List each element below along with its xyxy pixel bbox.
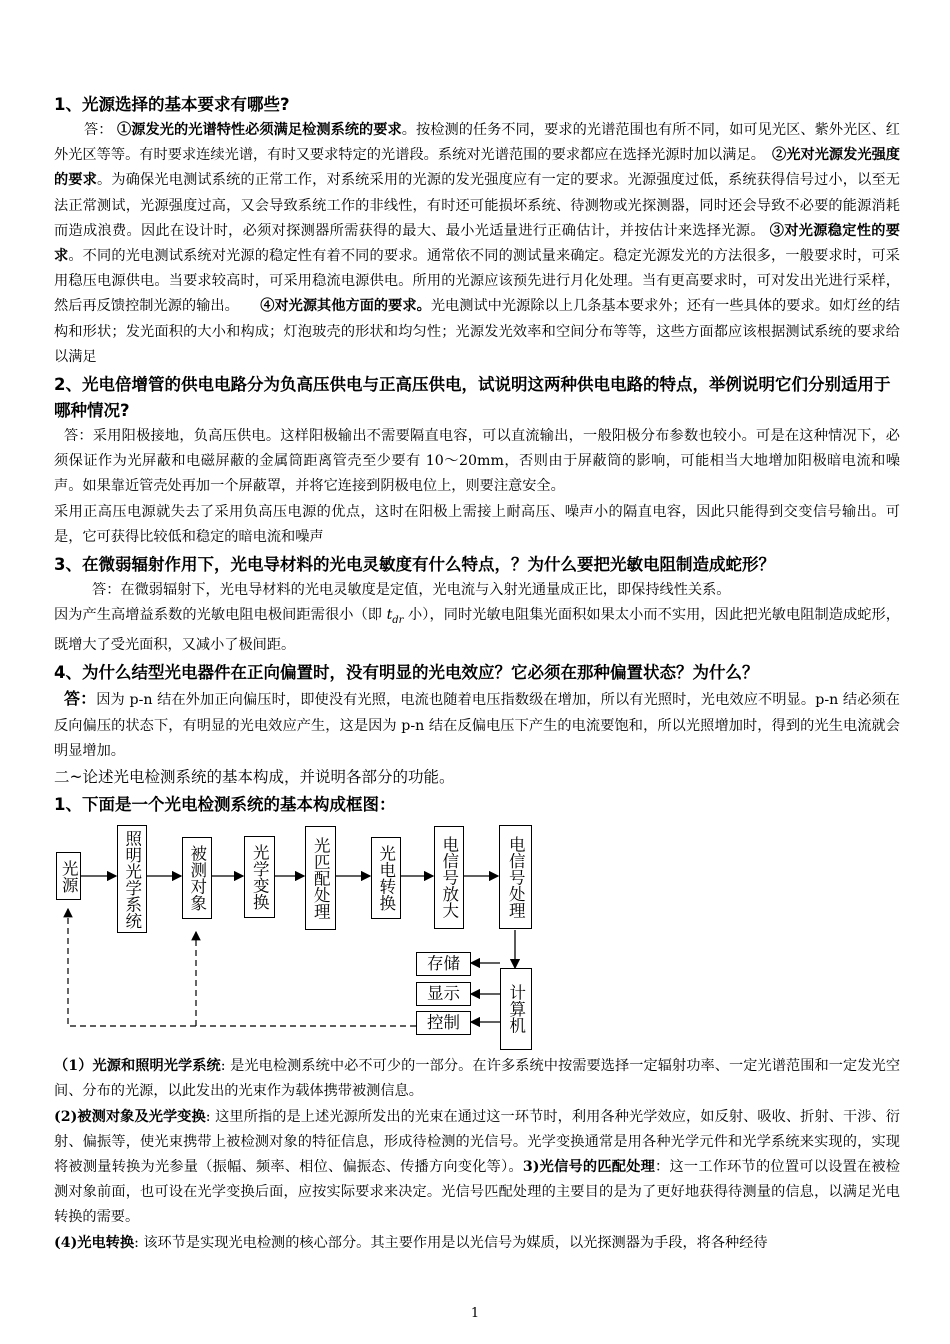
q3-title: 3、在微弱辐射作用下，光电导材料的光电灵敏度有什么特点，？为什么要把光敏电阻制造成蛇形？ [54, 555, 775, 575]
answer-label: 答： [64, 689, 97, 709]
q1-title: 1、光源选择的基本要求有哪些? [54, 95, 290, 114]
explain-2-3: (2)被测对象及光学变换: 这里所指的是上述光源所发出的光束在通过这一环节时，利用各种光学效应，如反射、吸收、折射、干涉、衍射、偏振等，使光束携带上被检测对象的特征信息，形成待检测的光信号。光学变换通常是用各种光学元件和光学系统来实现的，实现将被测量转换为光参量（振幅、频率、相位、偏振态、传播方向变化等）。3)光信号的匹配处理：这一工作环节的位置可以设置在被检测对象前面，也可设在光学变换后面，应按实际要求来决定。光信号匹配处理的主要目的是为了更好地获得待测量的信息，以满足光电转换的需要。 [54, 1108, 900, 1226]
explain-4: (4)光电转换: 该环节是实现光电检测的核心部分。其主要作用是以光信号为媒质，以光探测器为手段，将各种经待 [54, 1234, 768, 1251]
box-optical-matching: 光匹配处理 [305, 826, 336, 930]
box-storage: 存储 [416, 952, 471, 976]
box-display: 显示 [416, 982, 471, 1006]
q1-point2-text: 。为确保光电测试系统的正常工作，对系统采用的光源的发光强度应有一定的要求。光源强度过低，系统获得信号过小，以至无法正常测试，光源强度过高，又会导致系统工作的非线性，有时还可能损坏系统、待测物或光探测器，同时还会导致不必要的能源消耗而造成浪费。因此在设计时，必须对探测器所需获得的最大、最小光适量进行正确估计，并按估计来选择光源。 [54, 172, 900, 239]
box-control: 控制 [416, 1011, 471, 1035]
q1-point1-heading: ①源发光的光谱特性必须满足检测系统的要求 [117, 122, 402, 138]
q3-answer-1: 答：在微弱辐射下，光电导材料的光电灵敏度是定值，光电流与入射光通量成正比，即保持线性关系。 [92, 582, 731, 599]
box-measured-object: 被测对象 [182, 837, 212, 919]
section2-title: 二~论述光电检测系统的基本构成，并说明各部分的功能。 [54, 768, 455, 787]
box-signal-amplify: 电信号放大 [434, 826, 464, 929]
diagram-connectors [54, 822, 900, 1050]
q2-title: 2、光电倍增管的供电电路分为负高压供电与正高压供电，试说明这两种供电电路的特点，举例说明它们分别适用于哪种情况? [54, 375, 891, 421]
q1-point1-text: 。按检测的任务不同，要求的光谱范围也有所不同，如可见光区、紫外光区、红外光区等等。有时要求连续光谱，有时又要求特定的光谱段。系统对光谱范围的要求都应在选择光源时加以满足。 [54, 122, 900, 164]
box-photoelectric-conversion: 光电转换 [371, 837, 401, 919]
symbol-subscript: dr [392, 615, 404, 627]
q1-answer [54, 118, 900, 370]
page-number: 1 [470, 1306, 480, 1321]
q4-title: 4、为什么结型光电器件在正向偏置时，没有明显的光电效应？它必须在那种偏置状态？为什么？ [54, 663, 759, 683]
q1-point3-text: 。不同的光电测试系统对光源的稳定性有着不同的要求。通常依不同的测试量来确定。稳定光源发光的方法很多，一般要求时，可采用稳压电源供电。当要求较高时，可采用稳流电源供电。所用的光源应该预先进行月化处理。当有更高要求时，可对发出光进行采样，然后再反馈控制光源的输出。 [54, 248, 900, 315]
box-signal-processing: 电信号处理 [499, 825, 532, 929]
q4-answer: 答：因为 p-n 结在外加正向偏压时，即使没有光照，电流也随着电压指数级在增加，所以有光照时，光电效应不明显。p-n 结必须在反向偏压的状态下，有明显的光电效应产生，这是因为 p-n 结在反偏电压下产生的电流要饱和，所以光照增加时，得到的光生电流就会明显增加。 [54, 689, 900, 759]
q1-point2-heading: ②光对光源发光强度的要求 [54, 147, 900, 189]
box-illumination-optics: 照明光学系统 [117, 825, 147, 933]
explain-1: （1）光源和照明光学系统: 是光电检测系统中必不可少的一部分。在许多系统中按需要选择一定辐射功率、一定光谱范围和一定发光空间、分布的光源，以此发出的光束作为载体携带被测信息。 [54, 1058, 901, 1100]
box-light-source: 光源 [56, 852, 81, 900]
q3-answer-2: 因为产生高增益系数的光敏电阻电极间距需很小（即 $t_{dr}$ 小），同时光敏电阻集光面积如果太小而不实用，因此把光敏电阻制造成蛇形，既增大了受光面积，又减小了极间距。 [54, 607, 900, 654]
q2-answer-1: 答：采用阳极接地，负高压供电。这样阳极输出不需要隔直电容，可以直流输出，一般阳极分布参数也较小。可是在这种情况下，必须保证作为光屏蔽和电磁屏蔽的金属筒距离管壳至少要有 10～20mm，否则由于屏蔽筒的影响，可能相当大地增加阳极暗电流和噪声。如果靠近管壳处再加一个屏蔽罩，并将它连接到阴极电位上，则要注意安全。 [54, 428, 900, 495]
q2-answer-2: 采用正高压电源就失去了采用负高压电源的优点，这时在阳极上需接上耐高压、噪声小的隔直电容，因此只能得到交变信号输出。可是，它可获得比较低和稳定的暗电流和噪声 [54, 503, 900, 545]
document-page [54, 90, 900, 1256]
block-diagram [54, 822, 900, 1050]
box-optical-transform: 光学变换 [244, 836, 275, 918]
box-computer: 计算机 [500, 968, 532, 1050]
q1-point4-heading: ④对光源其他方面的要求。 [260, 298, 431, 315]
answer-prefix: 答： [84, 122, 113, 138]
section2-subtitle: 1、下面是一个光电检测系统的基本构成框图： [54, 795, 396, 815]
symbol-t: t [386, 607, 393, 624]
q1-point4-text: 光电测试中光源除以上几条基本要求外；还有一些具体的要求。如灯丝的结构和形状；发光面积的大小和构成；灯泡玻壳的形状和均匀性；光源发光效率和空间分布等等，这些方面都应该根据测试系统的要求给以满足 [54, 298, 900, 365]
q1-point3-heading: ③对光源稳定性的要求 [54, 222, 900, 265]
